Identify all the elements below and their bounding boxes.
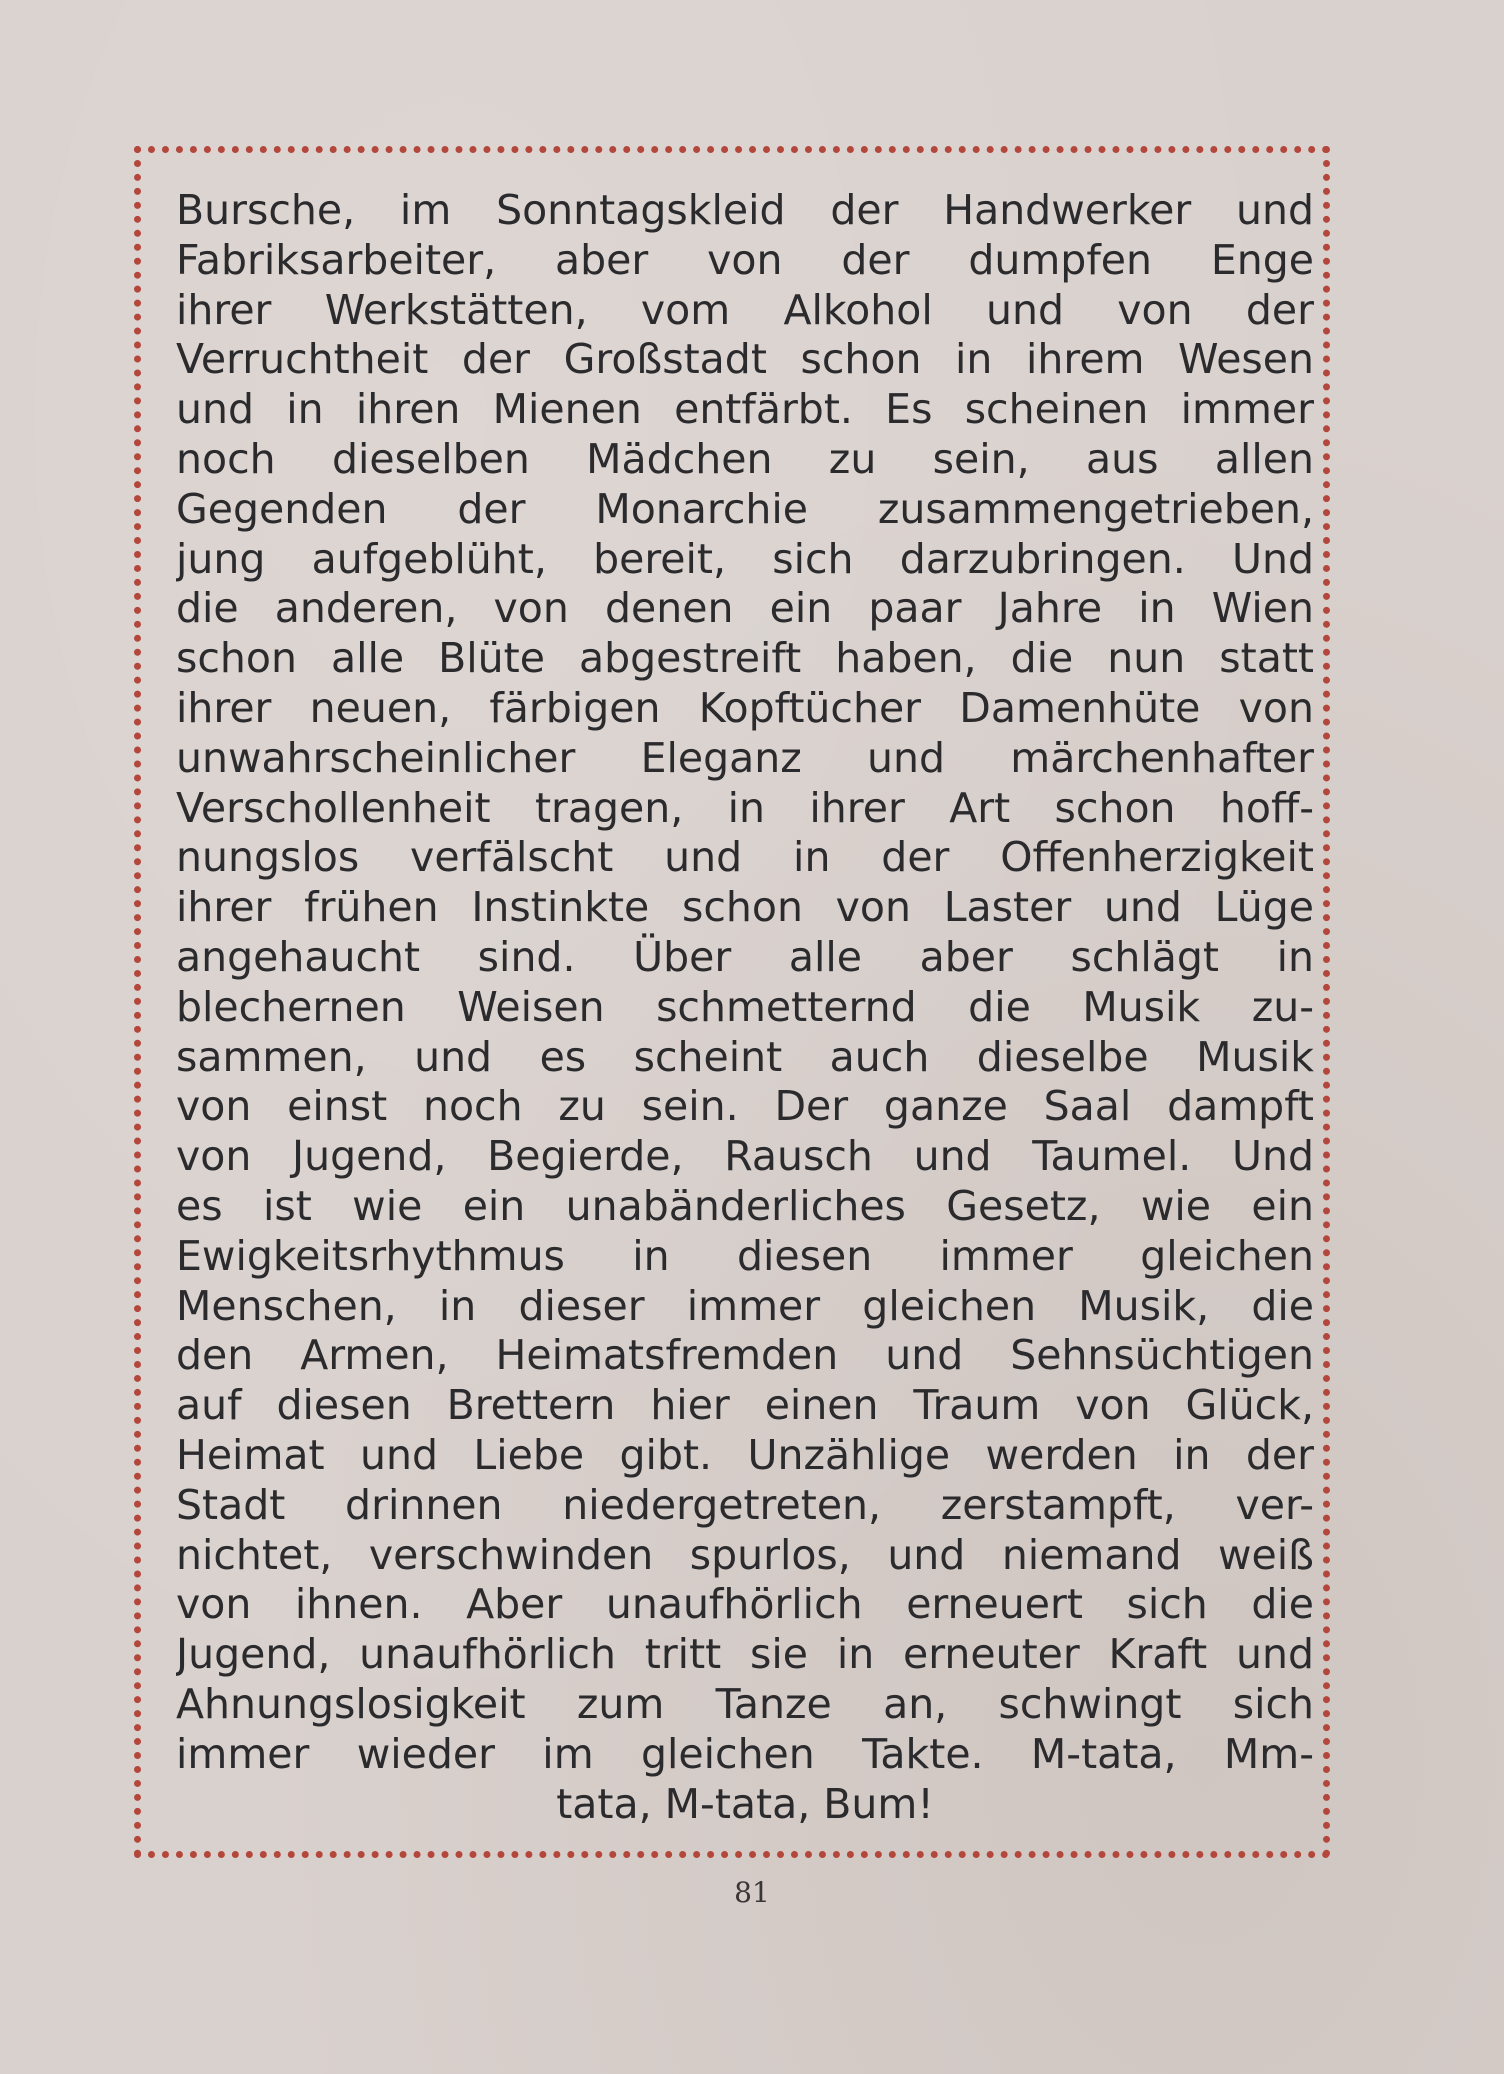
text-line: Ahnungslosigkeit zum Tanze an, schwingt sich	[176, 1679, 1314, 1728]
text-line: von ihnen. Aber unaufhörlich erneuert sich die	[176, 1580, 1314, 1629]
text-line: nichtet, verschwinden spurlos, und niemand weiß	[176, 1530, 1314, 1579]
text-line: Fabriksarbeiter, aber von der dumpfen Enge	[176, 235, 1314, 284]
text-line: blechernen Weisen schmetternd die Musik zu-	[176, 982, 1314, 1031]
text-line: Ewigkeitsrhythmus in diesen immer gleichen	[176, 1231, 1314, 1280]
text-line: Verschollenheit tragen, in ihrer Art schon hoff-	[176, 783, 1314, 832]
text-line: von einst noch zu sein. Der ganze Saal dampft	[176, 1082, 1314, 1131]
text-line: angehaucht sind. Über alle aber schlägt in	[176, 932, 1314, 981]
text-line-final: tata, M-tata, Bum!	[556, 1779, 934, 1828]
text-line: es ist wie ein unabänderliches Gesetz, wie ein	[176, 1181, 1314, 1230]
text-line: Gegenden der Monarchie zusammengetrieben,	[176, 484, 1314, 533]
text-line: noch dieselben Mädchen zu sein, aus allen	[176, 434, 1314, 483]
text-line: Heimat und Liebe gibt. Unzählige werden in der	[176, 1430, 1314, 1479]
text-line: die anderen, von denen ein paar Jahre in Wien	[176, 584, 1314, 633]
page-number: 81	[734, 1876, 770, 1909]
text-line: jung aufgeblüht, bereit, sich darzubringen. Und	[176, 534, 1314, 583]
text-line: immer wieder im gleichen Takte. M-tata, Mm-	[176, 1729, 1314, 1778]
text-line: Bursche, im Sonntagskleid der Handwerker und	[176, 186, 1314, 234]
text-line: Verruchtheit der Großstadt schon in ihrem Wesen	[176, 335, 1314, 384]
text-line: ihrer Werkstätten, vom Alkohol und von der	[176, 285, 1314, 334]
text-line: ihrer frühen Instinkte schon von Laster und Lüge	[176, 883, 1314, 932]
text-line: unwahrscheinlicher Eleganz und märchenhafter	[176, 733, 1314, 782]
text-line: ihrer neuen, färbigen Kopftücher Damenhüte von	[176, 683, 1314, 732]
text-line: und in ihren Mienen entfärbt. Es scheinen immer	[176, 385, 1314, 434]
text-line: sammen, und es scheint auch dieselbe Musik	[176, 1032, 1314, 1081]
text-line: von Jugend, Begierde, Rausch und Taumel. Und	[176, 1132, 1314, 1181]
text-line: auf diesen Brettern hier einen Traum von Glück,	[176, 1381, 1314, 1430]
text-line: Stadt drinnen niedergetreten, zerstampft, ver-	[176, 1480, 1314, 1529]
text-line: den Armen, Heimatsfremden und Sehnsüchtigen	[176, 1331, 1314, 1380]
text-line: Jugend, unaufhörlich tritt sie in erneuter Kraft und	[176, 1630, 1314, 1679]
text-line: nungslos verfälscht und in der Offenherzigkeit	[176, 833, 1314, 882]
body-text	[176, 186, 1314, 1829]
text-line: Menschen, in dieser immer gleichen Musik, die	[176, 1281, 1314, 1330]
text-line: schon alle Blüte abgestreift haben, die nun statt	[176, 634, 1314, 683]
